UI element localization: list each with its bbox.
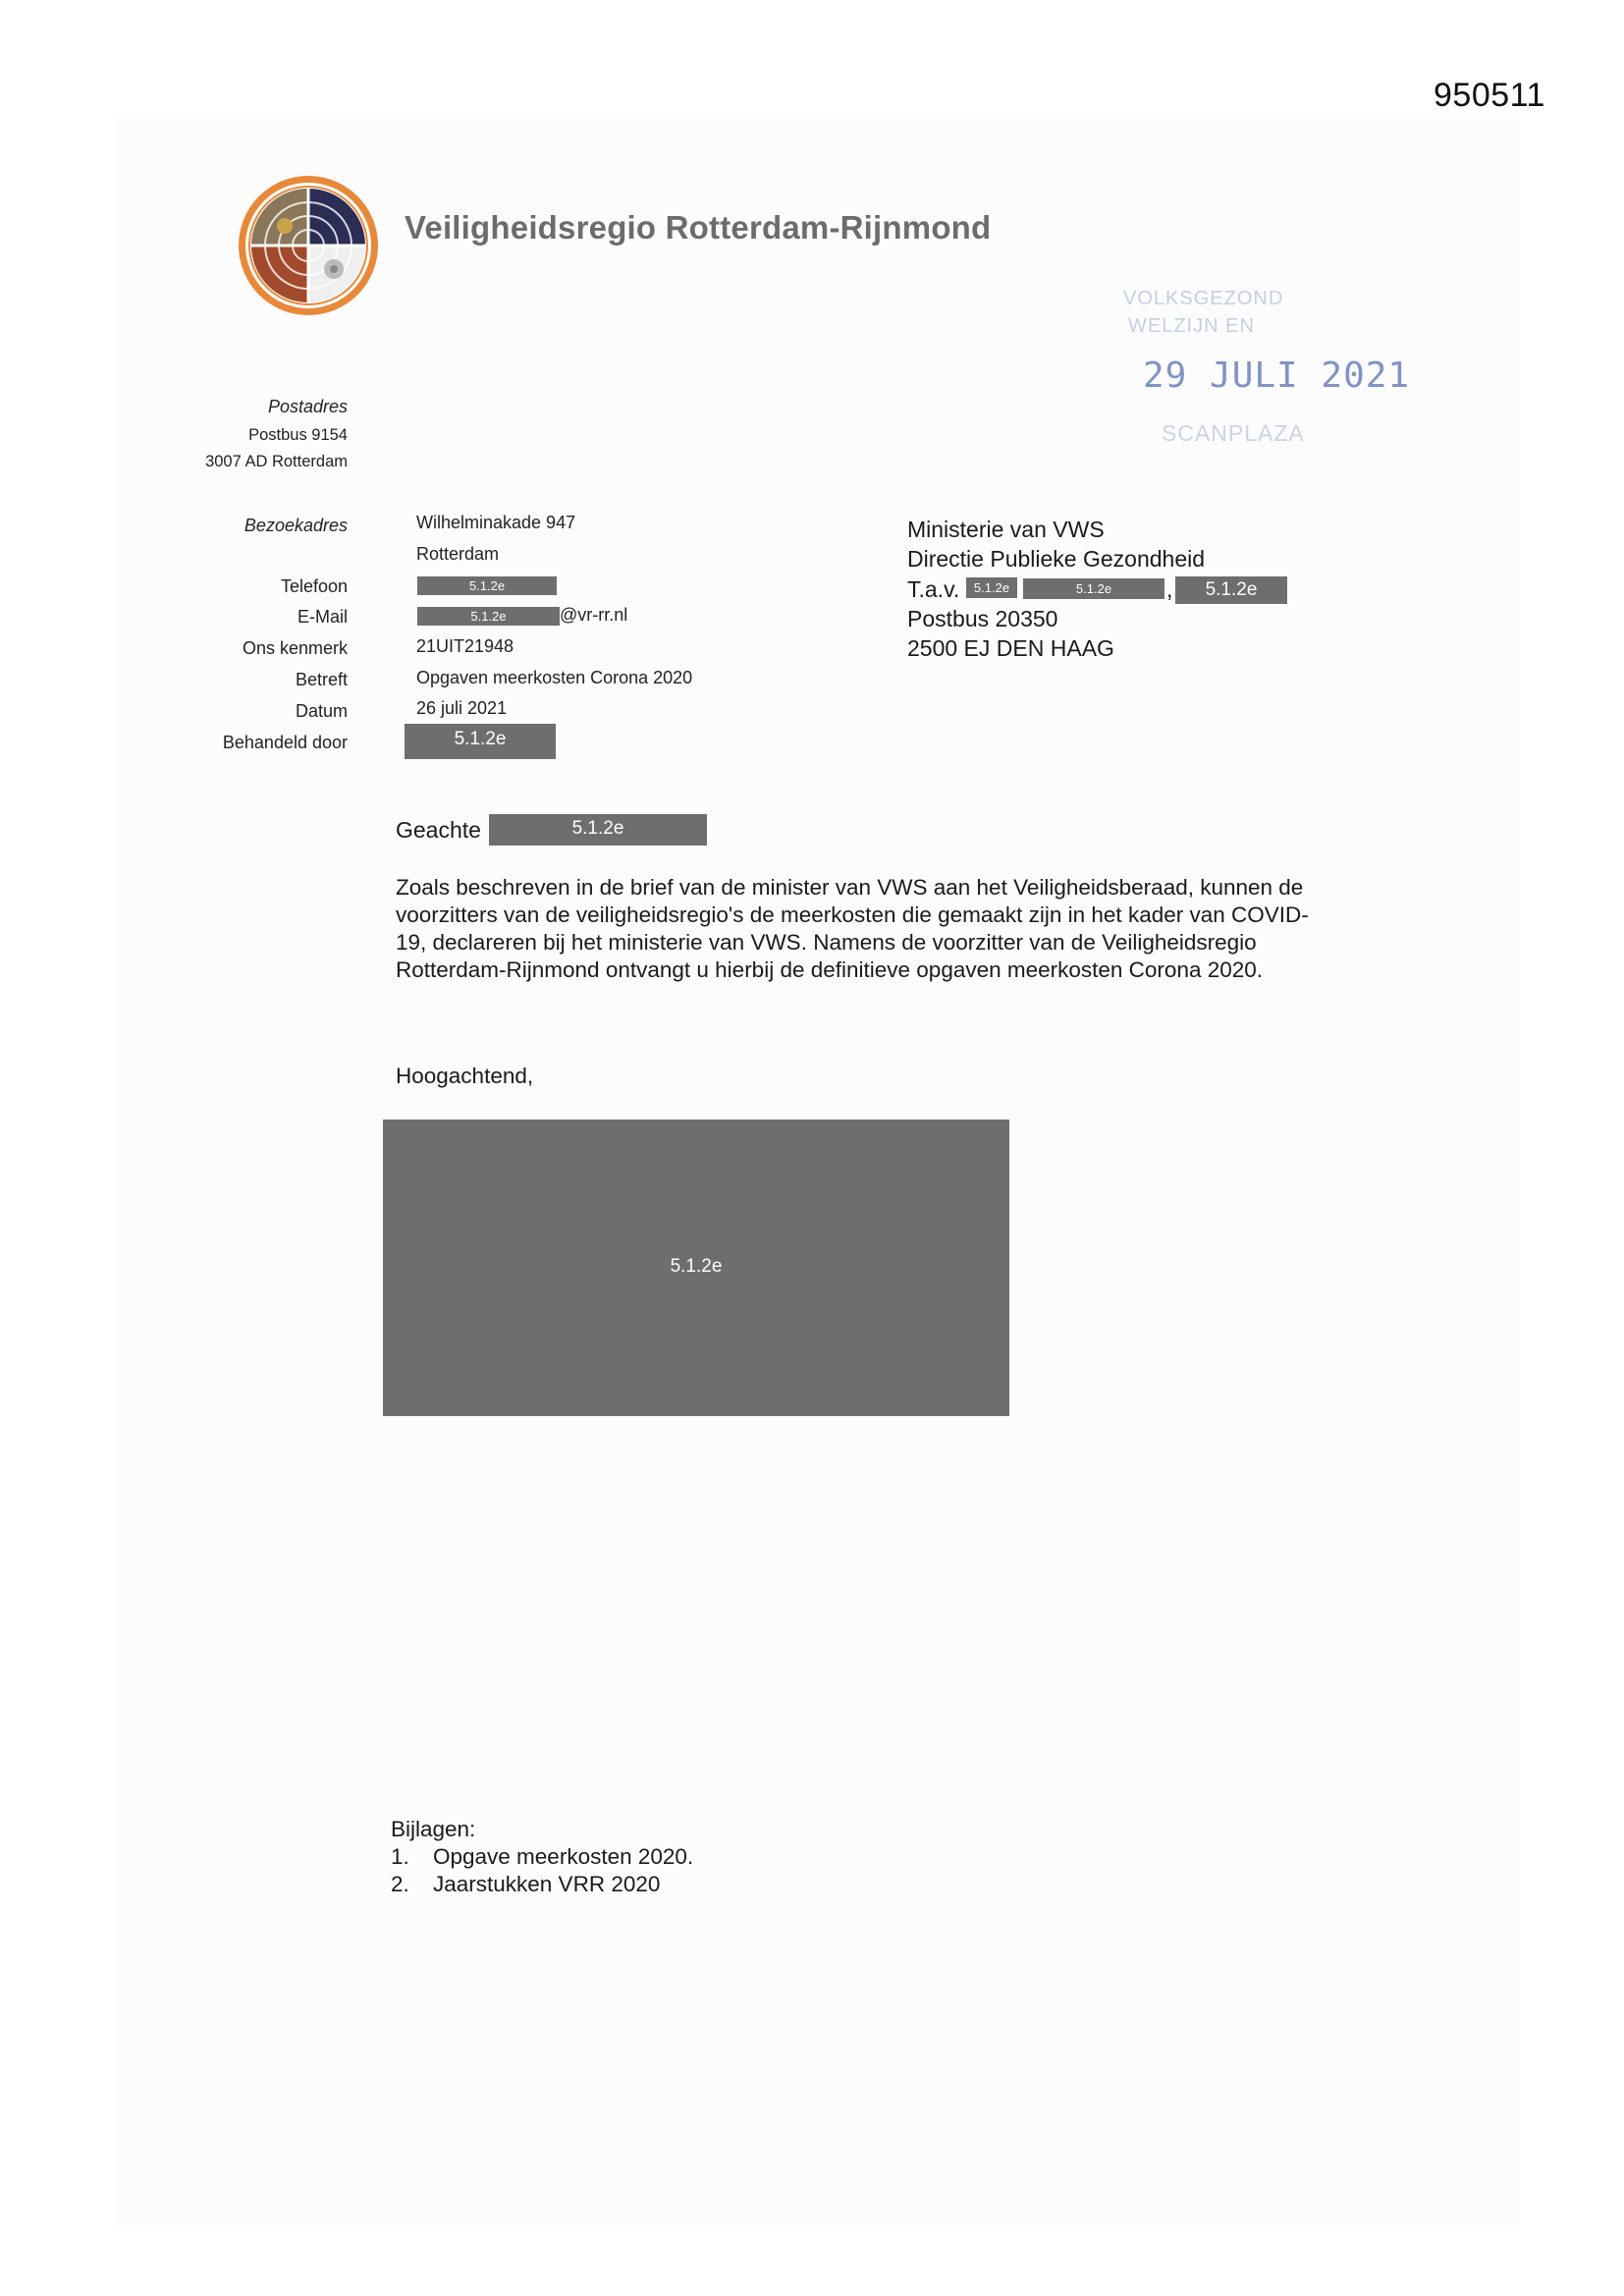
- behandeld-label: Behandeld door: [222, 733, 348, 752]
- tav-separator: ,: [1166, 576, 1173, 602]
- telefoon-redaction: 5.1.2e: [417, 576, 557, 595]
- stamp-line-1: VOLKSGEZOND: [1123, 288, 1284, 309]
- body-line-1: Zoals beschreven in de brief van de minister van VWS aan het Veiligheidsberaad, kunnen de: [396, 875, 1304, 900]
- recipient-line-2: Directie Publieke Gezondheid: [907, 546, 1206, 572]
- betreft-label: Betreft: [295, 670, 348, 689]
- attachments-heading: Bijlagen:: [391, 1817, 476, 1841]
- postadres-label: Postadres: [267, 397, 348, 416]
- kenmerk-label: Ons kenmerk: [242, 638, 348, 658]
- betreft-value: Opgaven meerkosten Corona 2020: [416, 668, 693, 687]
- bezoekadres-line-2: Rotterdam: [416, 544, 500, 564]
- postadres-line-1: Postbus 9154: [248, 426, 348, 444]
- email-label: E-Mail: [297, 607, 348, 627]
- recipient-line-1: Ministerie van VWS: [907, 517, 1105, 542]
- stamp-line-2: WELZIJN EN: [1128, 315, 1255, 337]
- salutation: Geachte: [396, 817, 481, 843]
- stamp-date: 29 JULI 2021: [1143, 355, 1411, 396]
- email-domain: @vr-rr.nl: [560, 605, 628, 625]
- datum-label: Datum: [295, 701, 348, 721]
- document-number: 950511: [1434, 77, 1545, 114]
- body-line-4: Rotterdam-Rijnmond ontvangt u hierbij de definitieve opgaven meerkosten Corona 2020.: [396, 957, 1264, 982]
- tav-redaction-1: 5.1.2e: [966, 577, 1017, 598]
- telefoon-label: Telefoon: [280, 576, 348, 596]
- organization-name: Veiligheidsregio Rotterdam-Rijnmond: [405, 209, 992, 246]
- body-line-2: voorzitters van de veiligheidsregio's de meerkosten die gemaakt zijn in het kader van COVID-: [396, 902, 1309, 927]
- postadres-line-2: 3007 AD Rotterdam: [205, 453, 348, 470]
- attachment-item-2-text: Jaarstukken VRR 2020: [433, 1872, 661, 1896]
- attachment-item-2-num: 2.: [391, 1872, 409, 1896]
- bezoekadres-label: Bezoekadres: [244, 516, 348, 535]
- body-line-3: 19, declareren bij het ministerie van VWS. Namens de voorzitter van de Veiligheidsregio: [396, 930, 1257, 955]
- datum-value: 26 juli 2021: [416, 698, 508, 718]
- closing: Hoogachtend,: [396, 1064, 534, 1088]
- tav-redaction-2: 5.1.2e: [1023, 578, 1164, 599]
- recipient-line-4: Postbus 20350: [907, 606, 1058, 631]
- tav-redaction-3: 5.1.2e: [1175, 576, 1287, 604]
- attachment-item-1-text: Opgave meerkosten 2020.: [433, 1844, 694, 1869]
- recipient-tav-prefix: T.a.v.: [907, 576, 960, 602]
- email-redaction: 5.1.2e: [417, 607, 560, 626]
- kenmerk-value: 21UIT21948: [416, 636, 514, 656]
- recipient-line-5: 2500 EJ DEN HAAG: [907, 635, 1114, 661]
- signature-redaction-label: 5.1.2e: [670, 1256, 723, 1277]
- signature-redaction: [383, 1120, 1009, 1416]
- stamp-line-3: SCANPLAZA: [1162, 420, 1305, 446]
- behandeld-redaction: 5.1.2e: [405, 724, 556, 759]
- bezoekadres-line-1: Wilhelminakade 947: [416, 513, 576, 532]
- attachment-item-1-num: 1.: [391, 1844, 409, 1869]
- salutation-redaction: 5.1.2e: [489, 814, 707, 846]
- vrr-logo-icon: [236, 173, 381, 318]
